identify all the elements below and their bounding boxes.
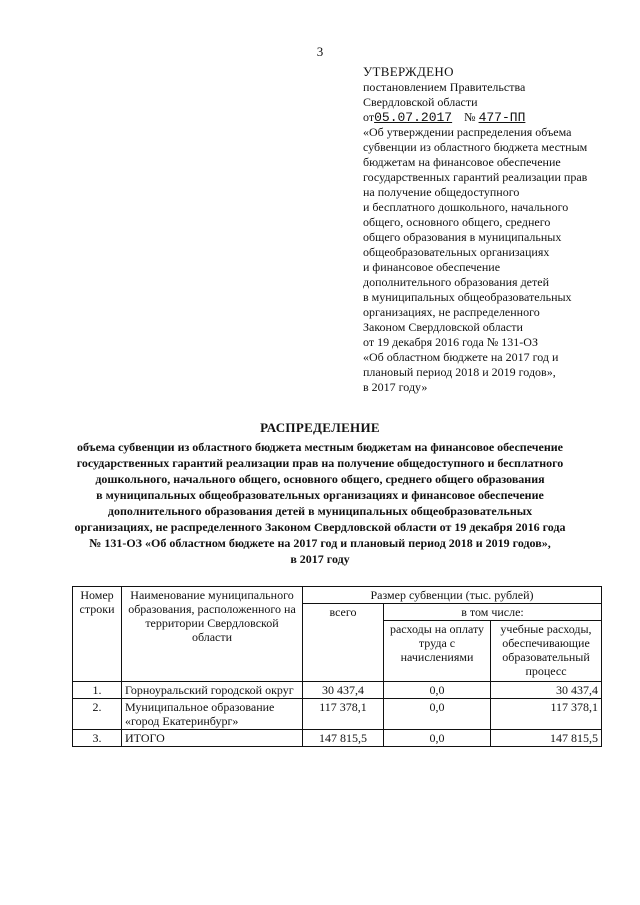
subject-line: «Об областном бюджете на 2017 год и	[363, 350, 559, 364]
cell-educational: 30 437,4	[491, 682, 602, 699]
header-municipality: Наименование муниципального образования, расположенного на территории Свердловской области	[122, 587, 303, 682]
subject-line: в 2017 году»	[363, 380, 428, 394]
title-line: в 2017 году	[290, 552, 350, 566]
subject-line: от 19 декабря 2016 года № 131-ОЗ	[363, 335, 538, 349]
header-including: в том числе:	[384, 604, 602, 621]
cell-labor: 0,0	[384, 730, 491, 747]
table-header-row	[73, 587, 602, 604]
approval-heading: УТВЕРЖДЕНО	[363, 64, 454, 79]
table-row	[73, 699, 602, 730]
subject-line: общеобразовательных организациях	[363, 245, 550, 259]
title-line: дополнительного образования детей в муниципальных общеобразовательных	[107, 504, 533, 518]
title-line: дошкольного, начального общего, основного общего, среднего общего образования	[95, 472, 545, 486]
cell-labor: 0,0	[384, 699, 491, 730]
subject-line: субвенции из областного бюджета местным	[363, 140, 588, 154]
document-title	[40, 420, 600, 567]
date-prefix: от	[363, 110, 375, 124]
title-line: № 131-ОЗ «Об областном бюджете на 2017 год и плановый период 2018 и 2019 годов»,	[89, 536, 551, 550]
table-row	[73, 682, 602, 699]
cell-educational: 117 378,1	[491, 699, 602, 730]
header-total: всего	[303, 604, 384, 682]
subject-line: Законом Свердловской области	[363, 320, 523, 334]
subject-line: бюджетам на финансовое обеспечение	[363, 155, 561, 169]
cell-educational: 147 815,5	[491, 730, 602, 747]
title-line: объема субвенции из областного бюджета местным бюджетам на финансовое обеспечение	[76, 440, 563, 454]
cell-municipality: Муниципальное образование «город Екатеринбург»	[122, 699, 303, 730]
subject-line: государственных гарантий реализации прав	[363, 170, 588, 184]
approval-by-line: Свердловской области	[363, 95, 478, 109]
subject-line: общего образования в муниципальных	[363, 230, 562, 244]
title-main: РАСПРЕДЕЛЕНИЕ	[260, 420, 380, 435]
subject-line: общего, основного общего, среднего	[363, 215, 551, 229]
distribution-table	[72, 586, 602, 747]
page-number: 3	[316, 44, 324, 59]
title-line: государственных гарантий реализации прав на получение общедоступного и бесплатного	[76, 456, 564, 470]
subject-line: в муниципальных общеобразовательных	[363, 290, 572, 304]
cell-row-number: 3.	[73, 730, 122, 747]
approval-block	[363, 64, 623, 395]
subject-line: плановый период 2018 и 2019 годов»,	[363, 365, 556, 379]
cell-labor: 0,0	[384, 682, 491, 699]
cell-row-number: 2.	[73, 699, 122, 730]
approval-date: 05.07.2017	[374, 110, 453, 125]
header-labor: расходы на оплату труда с начислениями	[384, 621, 491, 682]
approval-number: 477-ПП	[478, 110, 526, 125]
cell-municipality: Горноуральский городской округ	[122, 682, 303, 699]
subject-line: «Об утверждении распределения объема	[363, 125, 572, 139]
subject-line: и бесплатного дошкольного, начального	[363, 200, 569, 214]
title-line: организациях, не распределенного Законом Свердловской области от 19 декабря 2016 года	[74, 520, 566, 534]
number-prefix: №	[464, 110, 476, 124]
title-line: в муниципальных общеобразовательных организациях и финансовое обеспечение	[96, 488, 544, 502]
cell-municipality: ИТОГО	[122, 730, 303, 747]
subject-line: и финансовое обеспечение	[363, 260, 501, 274]
cell-total: 30 437,4	[303, 682, 384, 699]
header-amount-group: Размер субвенции (тыс. рублей)	[303, 587, 602, 604]
cell-total: 147 815,5	[303, 730, 384, 747]
header-row-number: Номер строки	[73, 587, 122, 682]
cell-total: 117 378,1	[303, 699, 384, 730]
header-educational: учебные расходы, обеспечивающие образовательный процесс	[491, 621, 602, 682]
table-row	[73, 730, 602, 747]
approval-by-line: постановлением Правительства	[363, 80, 526, 94]
subject-line: дополнительного образования детей	[363, 275, 549, 289]
approval-date-number	[363, 110, 623, 125]
subject-line: организациях, не распределенного	[363, 305, 540, 319]
subject-line: на получение общедоступного	[363, 185, 520, 199]
cell-row-number: 1.	[73, 682, 122, 699]
